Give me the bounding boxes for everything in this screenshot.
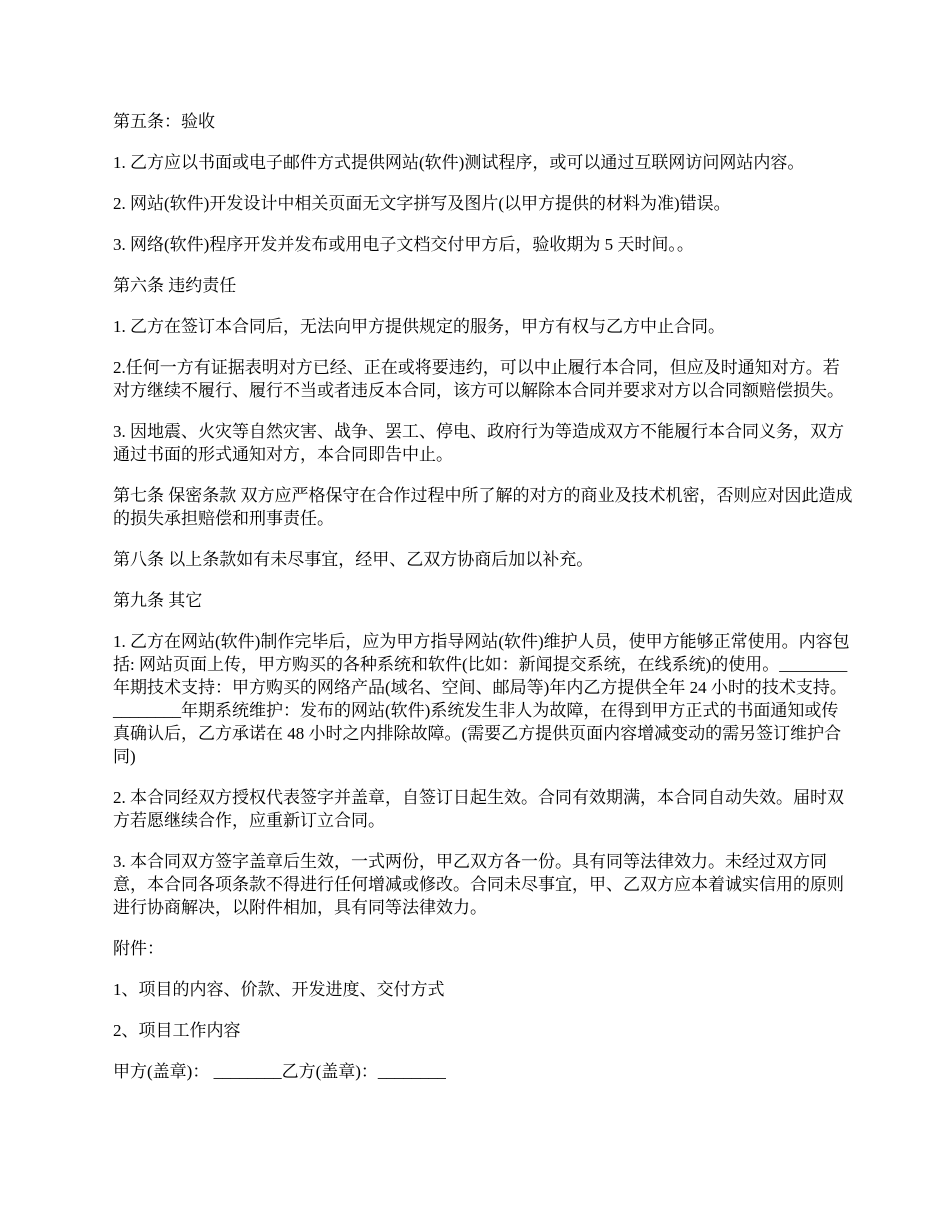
article-7-confidentiality: 第七条 保密条款 双方应严格保守在合作过程中所了解的对方的商业及技术机密，否则应对因此造成的损失承担赔偿和刑事责任。 xyxy=(113,486,853,528)
article-9-clause-2: 2. 本合同经双方授权代表签字并盖章，自签订日起生效。合同有效期满，本合同自动失效。届时双方若愿继续合作，应重新订立合同。 xyxy=(113,788,844,830)
article-6-clause-1: 1. 乙方在签订本合同后，无法向甲方提供规定的服务，甲方有权与乙方中止合同。 xyxy=(113,317,725,336)
signature-line: 甲方(盖章)： ________乙方(盖章)：________ xyxy=(113,1062,446,1081)
attachments-heading: 附件： xyxy=(113,939,164,958)
article-5-clause-1: 1. 乙方应以书面或电子邮件方式提供网站(软件)测试程序，或可以通过互联网访问网站内容。 xyxy=(113,153,805,172)
article-6-clause-3: 3. 因地震、火灾等自然灾害、战争、罢工、停电、政府行为等造成双方不能履行本合同义务，双方通过书面的形式通知对方，本合同即告中止。 xyxy=(113,422,844,464)
article-6-heading: 第六条 违约责任 xyxy=(113,276,237,295)
attachment-item-2: 2、项目工作内容 xyxy=(113,1021,241,1040)
article-5-clause-2: 2. 网站(软件)开发设计中相关页面无文字拼写及图片(以甲方提供的材料为准)错误。 xyxy=(113,194,731,213)
document-body xyxy=(113,110,853,1101)
article-5-clause-3: 3. 网络(软件)程序开发并发布或用电子文档交付甲方后，验收期为 5 天时间。。 xyxy=(113,235,694,254)
article-5-heading: 第五条：验收 xyxy=(113,112,215,131)
article-9-clause-1: 1. 乙方在网站(软件)制作完毕后，应为甲方指导网站(软件)维护人员，使甲方能够正常使用。内容包括: 网站页面上传，甲方购买的各种系统和软件(比如：新闻提交系统，在线系统)的使用。________年期技术支持：甲方购买的网络产品(域名、空间、邮局等)年内乙方提供全年 24 小时的技术支持。________年期系统维护：发布的网站(软件)系统发生非人为故障，在得到甲方正式的书面通知或传真确认后，乙方承诺在 48 小时之内排除故障。(需要乙方提供页面内容增减变动的需另签订维护合同) xyxy=(113,632,850,766)
article-9-heading: 第九条 其它 xyxy=(113,591,203,610)
article-8-supplement: 第八条 以上条款如有未尽事宜，经甲、乙双方协商后加以补充。 xyxy=(113,550,594,569)
article-9-clause-3: 3. 本合同双方签字盖章后生效，一式两份，甲乙双方各一份。具有同等法律效力。未经过双方同意，本合同各项条款不得进行任何增减或修改。合同未尽事宜，甲、乙双方应本着诚实信用的原则进行协商解决，以附件相加，具有同等法律效力。 xyxy=(113,852,844,917)
article-6-clause-2: 2.任何一方有证据表明对方已经、正在或将要违约，可以中止履行本合同，但应及时通知对方。若对方继续不履行、履行不当或者违反本合同，该方可以解除本合同并要求对方以合同额赔偿损失。 xyxy=(113,358,844,400)
attachment-item-1: 1、项目的内容、价款、开发进度、交付方式 xyxy=(113,980,445,999)
